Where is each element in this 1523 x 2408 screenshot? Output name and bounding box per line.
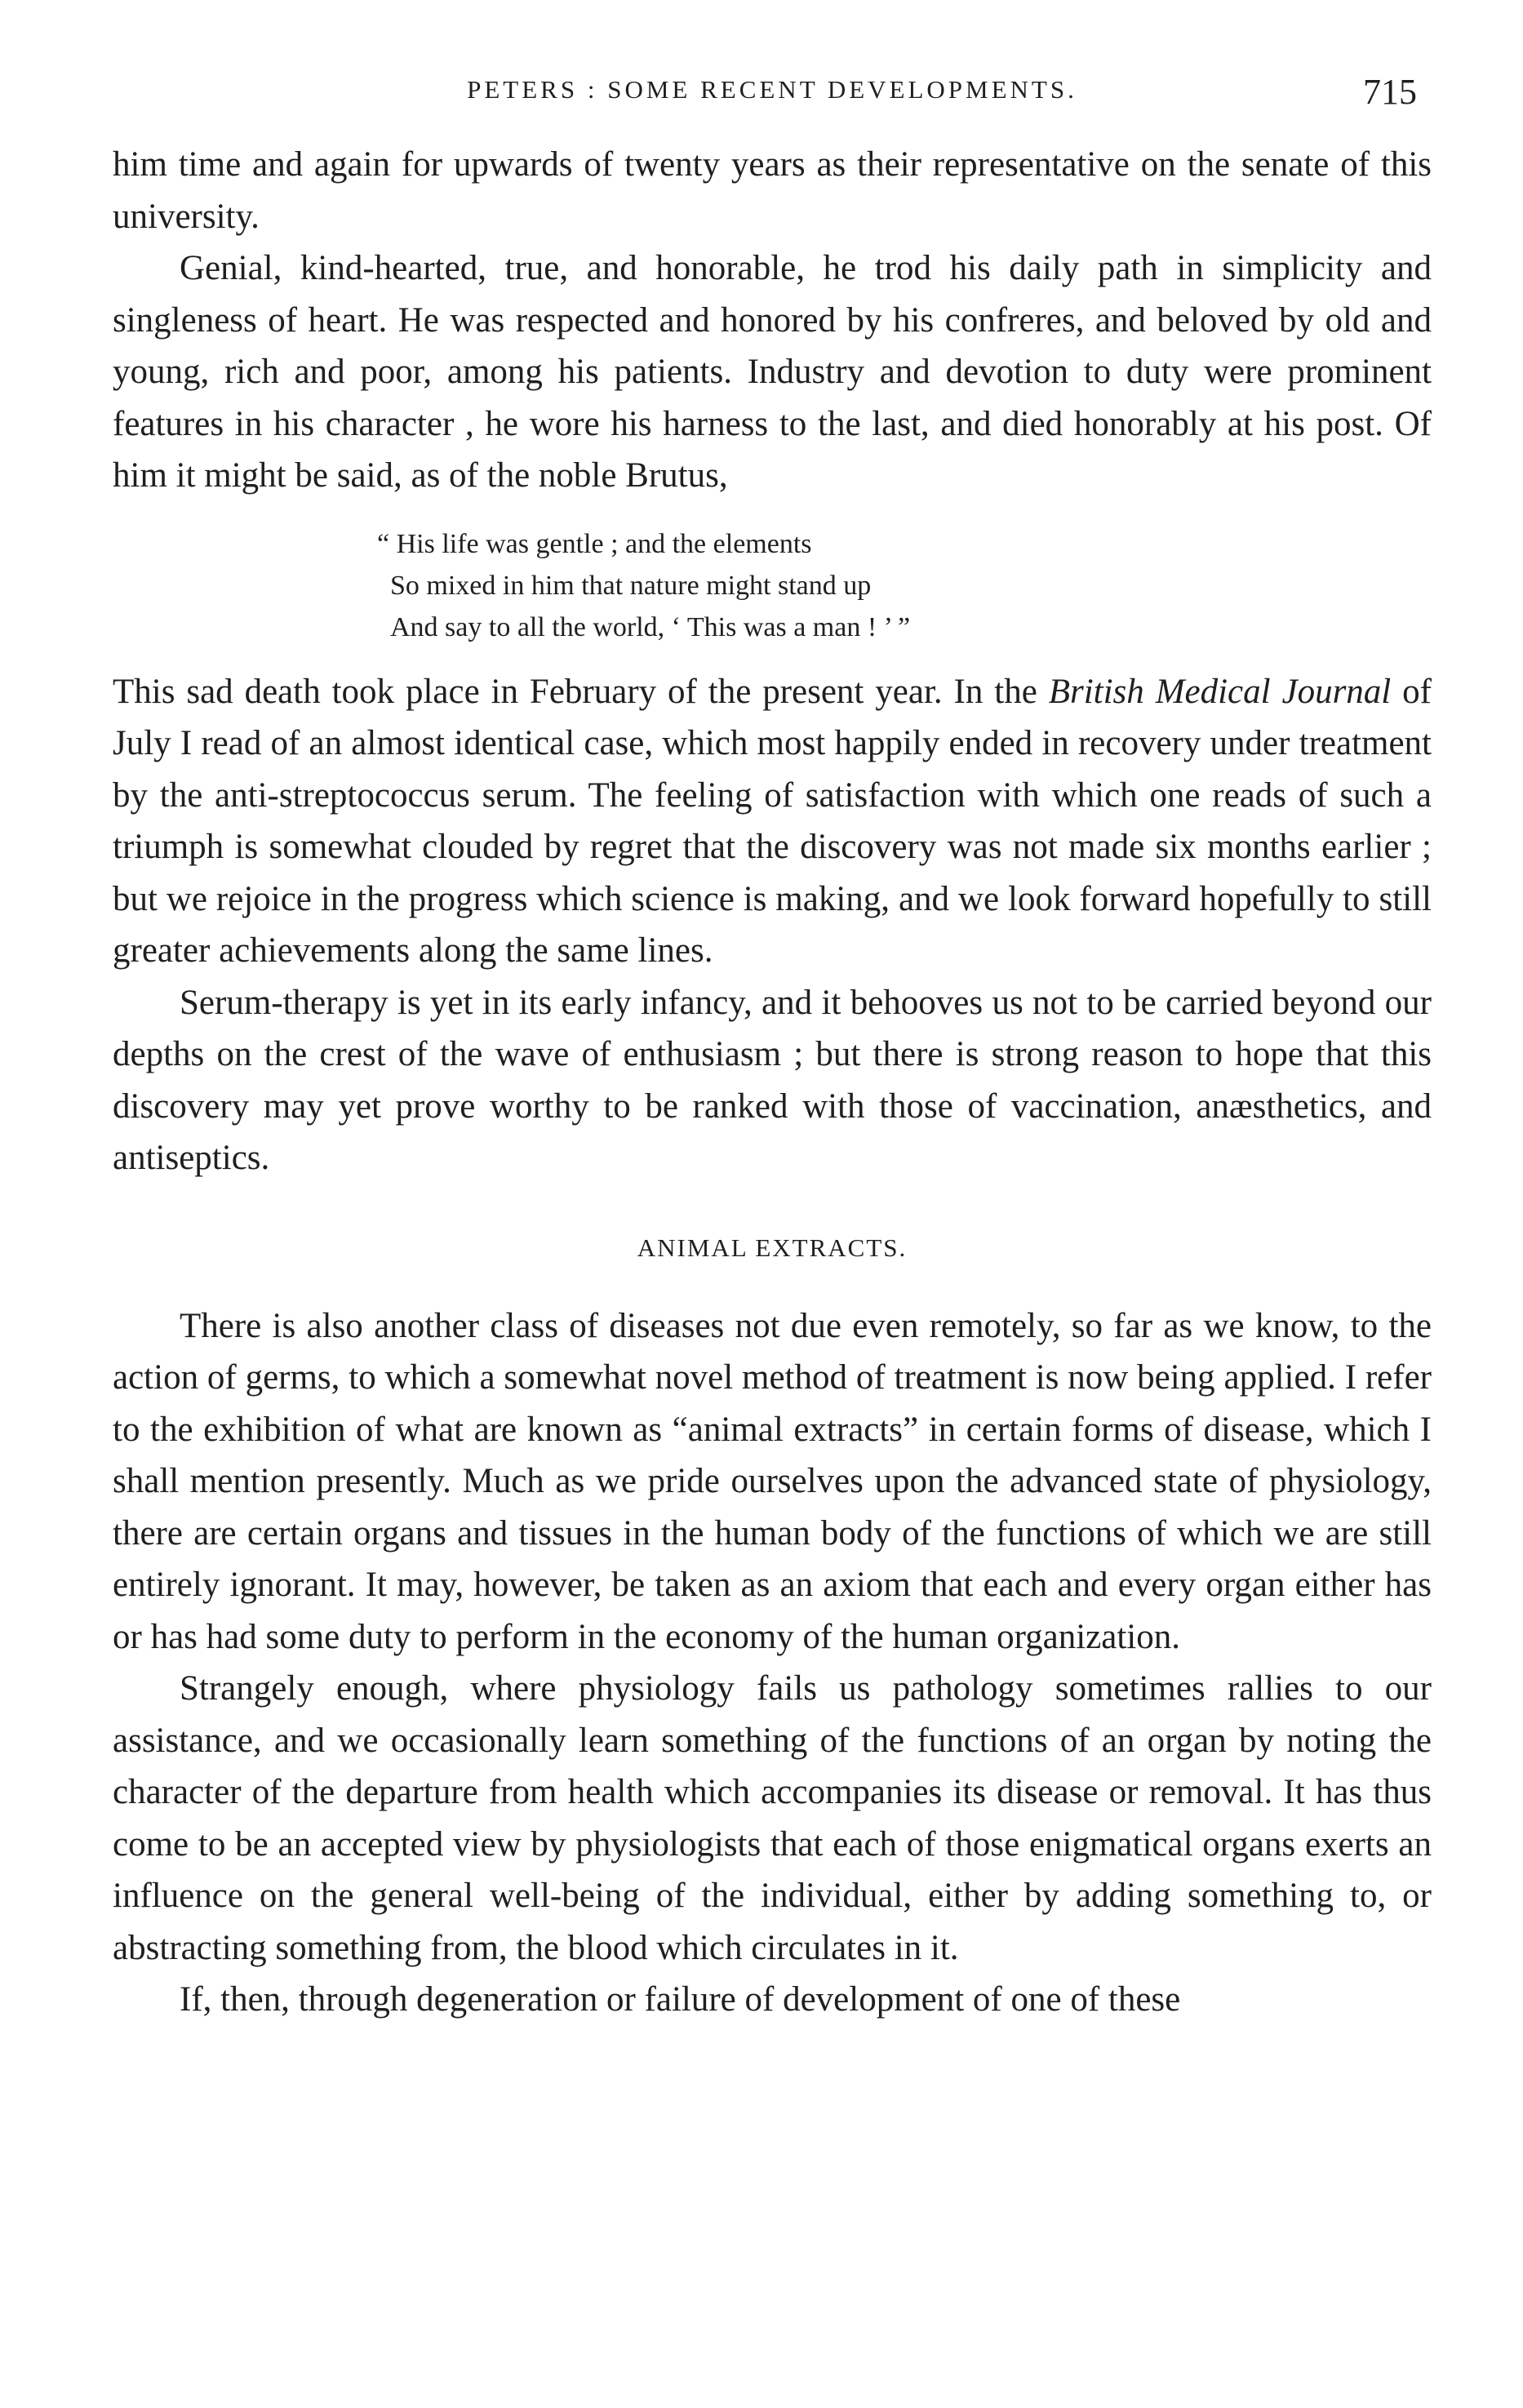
paragraph-eulogy: Genial, kind-hearted, true, and honorable, he trod his daily path in simplicity and singleness of heart. He was respected and honored by his confreres, and beloved by old and young, rich and poor, among his patients. Industry and devotion to duty were prominent features in his character , he wore his harness to the last, and died honorably at his post. Of him it might be said, as of the noble Brutus, [113, 249, 1432, 495]
shakespeare-quotation [377, 523, 1432, 648]
paragraph-pathology: Strangely enough, where physiology fails us pathology sometimes rallies to our assistance, and we occasionally learn something of the functions of an organ by noting the character of the departure from health which accompanies its disease or removal. It has thus come to be an accepted view by physiologists that each of those enigmatical organs exerts an influence on the general well-being of the individual, either by adding something to, or abstracting something from, the blood which circulates in it. [113, 1669, 1432, 1967]
section-heading: ANIMAL EXTRACTS. [637, 1233, 908, 1262]
journal-title: British Medical Journal [1048, 672, 1392, 711]
page-number: 715 [1363, 72, 1417, 112]
running-title: PETERS : SOME RECENT DEVELOPMENTS. [467, 75, 1077, 104]
case-report-text-after: of July I read of an almost identical case, which most happily ended in recovery under treatment by the anti-streptococcus serum. The feeling of satisfaction with which one reads of such a triumph is somewhat clouded by regret that the discovery was not made six months earlier ; but we rejoice in the progress which science is making, and we look forward hopefully to still greater achievements along the same lines. [113, 672, 1432, 970]
paragraph-continuation: him time and again for upwards of twenty years as their representative on the senate of this university. [113, 145, 1432, 236]
paragraph-serum-therapy: Serum-therapy is yet in its early infancy, and it behooves us not to be carried beyond our depths on the crest of the wave of enthusiasm ; but there is strong reason to hope that this discovery may yet prove worthy to be ranked with those of vaccination, anæsthetics, and antiseptics. [113, 983, 1432, 1177]
running-header [113, 65, 1432, 122]
case-report-text-before: This sad death took place in February of the present year. In the [113, 672, 1049, 711]
quotation-line-2: So mixed in him that nature might stand up [390, 570, 872, 601]
paragraph-animal-extracts: There is also another class of diseases not due even remotely, so far as we know, to the action of germs, to which a somewhat novel method of treatment is now being applied. I refer to the exhibition of what are known as “animal extracts” in certain forms of disease, which I shall mention presently. Much as we pride ourselves upon the advanced state of physiology, there are certain organs and tissues in the human body of the functions of which we are still entirely ignorant. It may, however, be taken as an axiom that each and every organ either has or has had some duty to perform in the economy of the human organization. [113, 1306, 1432, 1656]
quotation-line-3: And say to all the world, ‘ This was a man ! ’ ” [390, 611, 911, 642]
paragraph-degeneration: If, then, through degeneration or failure of development of one of these [180, 1980, 1181, 2019]
document-page [113, 65, 1432, 2026]
paragraph-case-report [113, 666, 1432, 977]
quotation-line-1: “ His life was gentle ; and the elements [377, 528, 812, 559]
body-text [113, 139, 1432, 2026]
